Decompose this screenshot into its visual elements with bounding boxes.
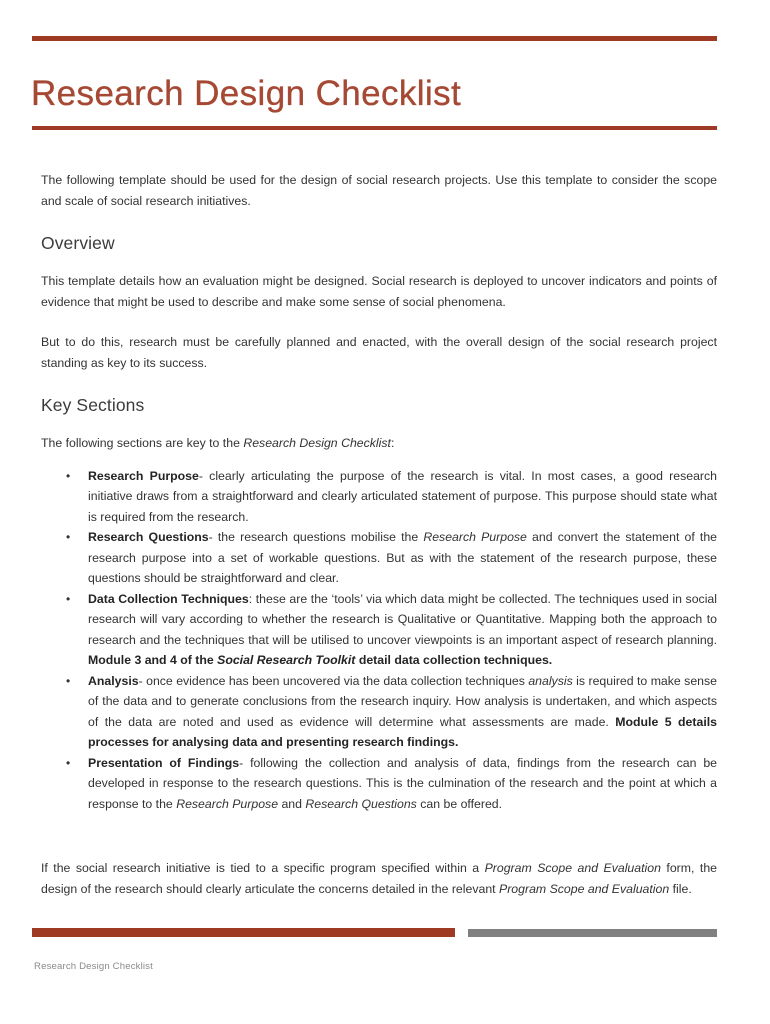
list-item	[41, 671, 717, 753]
list-item	[41, 589, 717, 671]
list-item-term: Data Collection Techniques	[88, 591, 249, 606]
list-item-bold: Module 3 and 4 of the	[88, 653, 218, 667]
list-item-bold: Module 5 details processes for analysing data and presenting research findings.	[88, 714, 717, 749]
key-sections-list	[41, 466, 717, 815]
list-item-text: and	[278, 796, 306, 811]
footer-label: Research Design Checklist	[34, 961, 153, 972]
key-sections-lead-in	[41, 433, 717, 454]
list-item-italic: analysis	[528, 673, 573, 688]
list-item-term: Research Questions	[88, 530, 209, 544]
list-item-term: Research Purpose	[88, 468, 199, 483]
list-item-term: Analysis	[88, 673, 139, 688]
list-item-text: : these are the ‘tools’ via which data might be collected. The techniques used in social research will vary according to whether the research is Qualitative or Quantitative. Mapping both the approach to research and the techniques that will be utilised to uncover viewpoints is an important aspect of research planning.	[88, 591, 717, 647]
closing-italic-2: Program Scope and Evaluation	[499, 881, 670, 896]
heading-key-sections: Key Sections	[41, 395, 145, 415]
list-item-text: is required to make sense of the data and to generate conclusions from the research inquiry. How analysis is undertaken, and which aspects of the data are noted and used as evidence will determine what assessments are made.	[88, 673, 717, 729]
list-item-text: can be offered.	[416, 796, 503, 811]
header-top-rule	[32, 36, 717, 41]
closing-paragraph	[41, 858, 717, 899]
list-item	[41, 753, 717, 815]
intro-paragraph: The following template should be used for the design of social research projects. Use this template to consider the scope and scale of social research initiatives.	[41, 173, 717, 208]
list-item-bold: detail data collection techniques.	[355, 653, 553, 667]
document-content	[41, 170, 717, 899]
list-item-text: - the research questions mobilise the	[208, 530, 424, 544]
closing-block	[41, 858, 717, 899]
footer-accent-bar	[32, 928, 455, 937]
lead-in-text-before: The following sections are key to the	[41, 436, 244, 450]
closing-italic-1: Program Scope and Evaluation	[484, 861, 661, 875]
list-item	[41, 527, 717, 589]
heading-overview: Overview	[41, 233, 115, 253]
closing-text-3: file.	[669, 881, 692, 896]
list-item-italic: Research Purpose	[176, 796, 279, 811]
list-item-text: - following the collection and analysis of data, findings from the research can be developed in response to the research questions. This is the culmination of the research and the point at which a response to the	[88, 755, 717, 811]
closing-text-1: If the social research initiative is tied to a specific program specified within a	[41, 861, 485, 875]
list-item-italic: Research Questions	[305, 796, 417, 811]
overview-paragraph-1: This template details how an evaluation might be designed. Social research is deployed to uncover indicators and points of evidence that might be used to describe and make some sense of social phenomena.	[41, 274, 717, 309]
list-item-italic: Research Purpose	[423, 530, 527, 544]
footer-secondary-bar	[468, 929, 717, 937]
header-bottom-rule	[32, 126, 717, 130]
list-item-text: - once evidence has been uncovered via the data collection techniques	[138, 673, 529, 688]
page-title: Research Design Checklist	[31, 74, 462, 113]
overview-paragraph-2: But to do this, research must be carefully planned and enacted, with the overall design of the social research project standing as key to its success.	[41, 335, 717, 370]
list-item-text: and convert the statement of the research purpose into a set of workable questions. But as with the statement of the research purpose, these questions should be straightforward and clear.	[88, 530, 717, 585]
list-item-term: Presentation of Findings	[88, 755, 240, 770]
lead-in-text-after: :	[390, 436, 395, 450]
list-item-bold-italic: Social Research Toolkit	[217, 653, 356, 667]
lead-in-italic: Research Design Checklist	[243, 436, 391, 450]
closing-text-2: form, the design of the research should clearly articulate the concerns detailed in the relevant	[41, 861, 717, 896]
list-item-text: - clearly articulating the purpose of the research is vital. In most cases, a good research initiative draws from a straightforward and clearly articulated statement of purpose. This purpose should state what is required from the research.	[88, 468, 717, 524]
list-item	[41, 466, 717, 528]
